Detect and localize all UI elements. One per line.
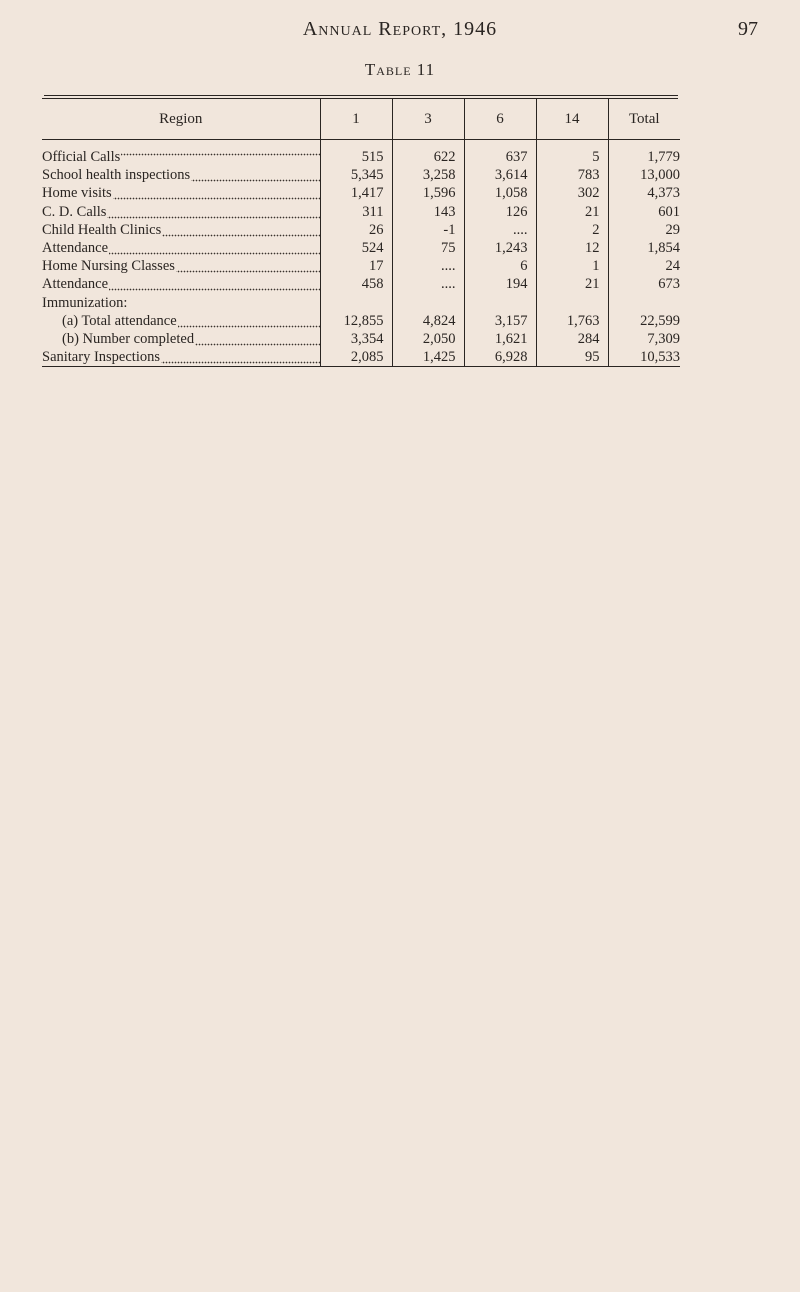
- table-cell: 783: [536, 166, 608, 184]
- table-cell: 3,614: [464, 166, 536, 184]
- row-label-text: Official Calls: [42, 149, 121, 165]
- table-cell: [392, 294, 464, 312]
- table-cell: 1,763: [536, 312, 608, 330]
- table-cell: 515: [320, 140, 392, 167]
- table-cell: 1,621: [464, 330, 536, 348]
- table-cell: 12: [536, 239, 608, 257]
- row-label: [42, 312, 320, 330]
- table-cell: 2: [536, 221, 608, 239]
- table-cell: 10,533: [608, 348, 680, 367]
- table-cell: 637: [464, 140, 536, 167]
- table-row: [42, 239, 680, 257]
- table-cell: 6,928: [464, 348, 536, 367]
- top-rule: [44, 95, 678, 96]
- table-cell: 4,373: [608, 184, 680, 202]
- row-label-text: Attendance: [42, 276, 109, 293]
- page-header: [0, 18, 800, 48]
- row-label-text: Home Nursing Classes: [42, 258, 175, 275]
- row-label-text: Home visits: [42, 185, 112, 202]
- column-header-6: 6: [464, 99, 536, 140]
- table-cell: 302: [536, 184, 608, 202]
- row-label: [42, 294, 320, 312]
- row-label: [42, 239, 320, 257]
- row-label: [42, 221, 320, 239]
- row-label: [42, 348, 320, 367]
- table-row: [42, 257, 680, 275]
- table-row: [42, 221, 680, 239]
- row-label-text: Sanitary Inspections: [42, 349, 160, 366]
- table-cell: ....: [464, 221, 536, 239]
- table-cell: 4,824: [392, 312, 464, 330]
- table-cell: [536, 294, 608, 312]
- row-label: [42, 140, 320, 167]
- table-cell: 1,425: [392, 348, 464, 367]
- table-cell: ....: [392, 275, 464, 293]
- row-label-text: (b) Number completed: [42, 331, 195, 347]
- table-row: [42, 203, 680, 221]
- row-label-text: C. D. Calls: [42, 203, 107, 220]
- table-row: [42, 184, 680, 202]
- table-cell: 95: [536, 348, 608, 367]
- table-cell: 673: [608, 275, 680, 293]
- table-row: [42, 166, 680, 184]
- table-row: [42, 348, 680, 367]
- table-cell: 1,779: [608, 140, 680, 167]
- table-cell: 2,050: [392, 330, 464, 348]
- table-cell: 1,417: [320, 184, 392, 202]
- data-table: [42, 99, 680, 367]
- table-cell: 284: [536, 330, 608, 348]
- table-cell: 5: [536, 140, 608, 167]
- table-cell: 622: [392, 140, 464, 167]
- column-header-total: Total: [608, 99, 680, 140]
- table-cell: 1,596: [392, 184, 464, 202]
- table-cell: [320, 294, 392, 312]
- table-cell: 601: [608, 203, 680, 221]
- column-header-1: 1: [320, 99, 392, 140]
- page-number: 97: [738, 18, 758, 40]
- row-label-text: School health inspections: [42, 167, 191, 184]
- table-row: [42, 140, 680, 167]
- table-cell: 3,157: [464, 312, 536, 330]
- table-cell: 22,599: [608, 312, 680, 330]
- table-cell: 5,345: [320, 166, 392, 184]
- table-cell: 3,354: [320, 330, 392, 348]
- table-cell: 6: [464, 257, 536, 275]
- row-label: [42, 257, 320, 275]
- table-cell: [464, 294, 536, 312]
- table-row: [42, 330, 680, 348]
- column-header-3: 3: [392, 99, 464, 140]
- table-cell: 75: [392, 239, 464, 257]
- column-header-region: Region: [42, 99, 320, 140]
- row-label-text: Immunization:: [42, 294, 128, 311]
- table-cell: 311: [320, 203, 392, 221]
- table-body: [42, 140, 680, 367]
- row-label: [42, 275, 320, 293]
- table-cell: 2,085: [320, 348, 392, 367]
- table-cell: 24: [608, 257, 680, 275]
- table-cell: 1,243: [464, 239, 536, 257]
- row-label-text: (a) Total attendance: [42, 313, 178, 329]
- table-cell: 126: [464, 203, 536, 221]
- table-cell: 458: [320, 275, 392, 293]
- column-header-14: 14: [536, 99, 608, 140]
- table-cell: 194: [464, 275, 536, 293]
- table-cell: 17: [320, 257, 392, 275]
- table-cell: 1,058: [464, 184, 536, 202]
- table-row: [42, 294, 680, 312]
- table-cell: -1: [392, 221, 464, 239]
- table-header-row: [42, 99, 680, 140]
- table-cell: 13,000: [608, 166, 680, 184]
- table-cell: [608, 294, 680, 312]
- table-cell: 29: [608, 221, 680, 239]
- table-cell: 12,855: [320, 312, 392, 330]
- data-table-container: [42, 95, 678, 367]
- row-label: [42, 330, 320, 348]
- row-label-text: Child Health Clinics: [42, 221, 162, 238]
- table-title: Table 11: [364, 60, 436, 79]
- table-cell: 21: [536, 203, 608, 221]
- row-label: [42, 203, 320, 221]
- table-cell: 7,309: [608, 330, 680, 348]
- table-cell: 1: [536, 257, 608, 275]
- table-cell: 26: [320, 221, 392, 239]
- table-cell: 524: [320, 239, 392, 257]
- table-cell: 1,854: [608, 239, 680, 257]
- table-row: [42, 312, 680, 330]
- table-cell: 143: [392, 203, 464, 221]
- row-label-text: Attendance: [42, 240, 109, 257]
- row-label: [42, 166, 320, 184]
- table-cell: ....: [392, 257, 464, 275]
- table-row: [42, 275, 680, 293]
- table-cell: 21: [536, 275, 608, 293]
- running-title: Annual Report, 1946: [302, 18, 498, 40]
- table-cell: 3,258: [392, 166, 464, 184]
- row-label: [42, 184, 320, 202]
